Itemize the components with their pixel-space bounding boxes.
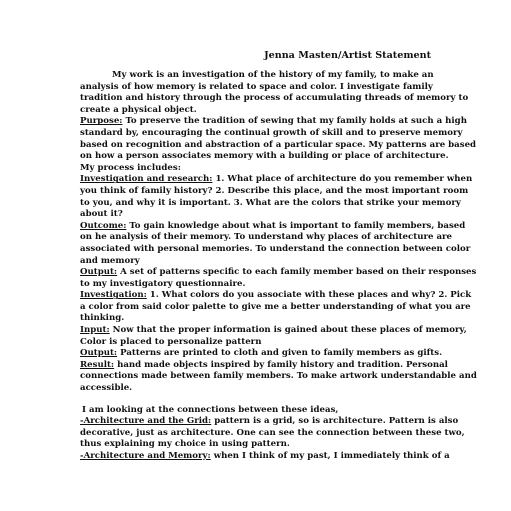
- investigation-text: 1. What colors do you associate with these places and why? 2. Pick: [146, 290, 472, 301]
- output-label: Output:: [80, 348, 118, 359]
- input-text: Now that the proper information is gained about these places of memory,: [109, 325, 467, 336]
- architecture-memory-label: -Architecture and Memory:: [80, 451, 211, 461]
- connections-intro: I am looking at the connections between these ideas,: [82, 404, 339, 415]
- architecture-grid-line: [80, 416, 459, 428]
- result-line: connections made between family members. To make artwork understandable and: [80, 371, 477, 382]
- purpose-line: standard by, encouraging the continual growth of skill and to preserve memory: [80, 127, 463, 138]
- investigation-line: [80, 290, 472, 302]
- intro-line: tradition and history through the process of accumulating threads of memory to: [80, 93, 469, 104]
- investigation-line: thinking.: [80, 313, 125, 324]
- output-line: to my investigatory questionnaire.: [80, 278, 246, 289]
- investigation-line: a color from said color palette to give me a better understanding of what you are: [80, 301, 471, 312]
- intro-line: analysis of how memory is related to space and color. I investigate family: [80, 81, 433, 92]
- outcome-line: and memory: [80, 255, 140, 266]
- result-label: Result:: [80, 359, 115, 370]
- output-line: [80, 267, 477, 279]
- investigation-research-line: [80, 174, 473, 186]
- investigation-research-label: Investigation and research:: [80, 174, 213, 185]
- purpose-line: based on recognition and abstraction of a particular space. My patterns are based: [80, 139, 477, 150]
- result-text: hand made objects inspired by family history and tradition. Personal: [114, 359, 448, 370]
- architecture-grid-line: decorative, just as architecture. One can see the connection between these two,: [80, 427, 465, 438]
- input-line: Color is placed to personalize pattern: [80, 336, 262, 347]
- purpose-text: To preserve the tradition of sewing that my family holds at such a high: [122, 116, 467, 127]
- artist-statement-body: [80, 70, 477, 463]
- purpose-line: My process includes:: [80, 162, 181, 173]
- investigation-research-line: about it?: [80, 209, 123, 220]
- outcome-line: on he analysis of their memory. To understand why places of architecture are: [80, 232, 453, 243]
- investigation-research-line: you think of family history? 2. Describe this place, and the most important room: [80, 185, 469, 196]
- outcome-text: To gain knowledge about what is important to family members, based: [126, 220, 466, 231]
- result-line: accessible.: [80, 383, 133, 394]
- output-text: A set of patterns specific to each family member based on their responses: [117, 267, 477, 278]
- output-line: [80, 348, 443, 360]
- architecture-memory-line: [80, 451, 450, 463]
- investigation-research-line: to you, and why it is important. 3. What are the colors that strike your memory: [80, 197, 461, 208]
- result-line: [80, 359, 448, 372]
- paragraph-gap: [80, 395, 440, 405]
- output-text: Patterns are printed to cloth and given to family members as gifts.: [117, 348, 443, 359]
- purpose-line: on how a person associates memory with a building or place of architecture.: [80, 151, 449, 162]
- input-label: Input:: [80, 325, 110, 336]
- output-label: Output:: [80, 267, 118, 278]
- intro-line: My work is an investigation of the history of my family, to make an: [112, 70, 434, 80]
- investigation-label: Investigation:: [80, 290, 147, 301]
- intro-line: create a physical object.: [80, 104, 197, 115]
- purpose-line: [80, 116, 467, 128]
- outcome-label: Outcome:: [80, 220, 127, 231]
- architecture-memory-text: when I think of my past, I immediately think of a: [210, 451, 450, 461]
- architecture-grid-label: -Architecture and the Grid:: [80, 416, 212, 427]
- outcome-line: [80, 220, 466, 233]
- architecture-grid-line: thus explaining my choice in using pattern.: [80, 439, 290, 450]
- outcome-line: associated with personal memories. To understand the connection between color: [80, 243, 471, 254]
- document-title: Jenna Masten/Artist Statement: [264, 50, 431, 61]
- investigation-research-text: 1. What place of architecture do you remember when: [212, 174, 473, 185]
- architecture-grid-text: pattern is a grid, so is architecture. Pattern is also: [211, 416, 459, 427]
- purpose-label: Purpose:: [80, 116, 123, 127]
- input-line: [80, 325, 467, 337]
